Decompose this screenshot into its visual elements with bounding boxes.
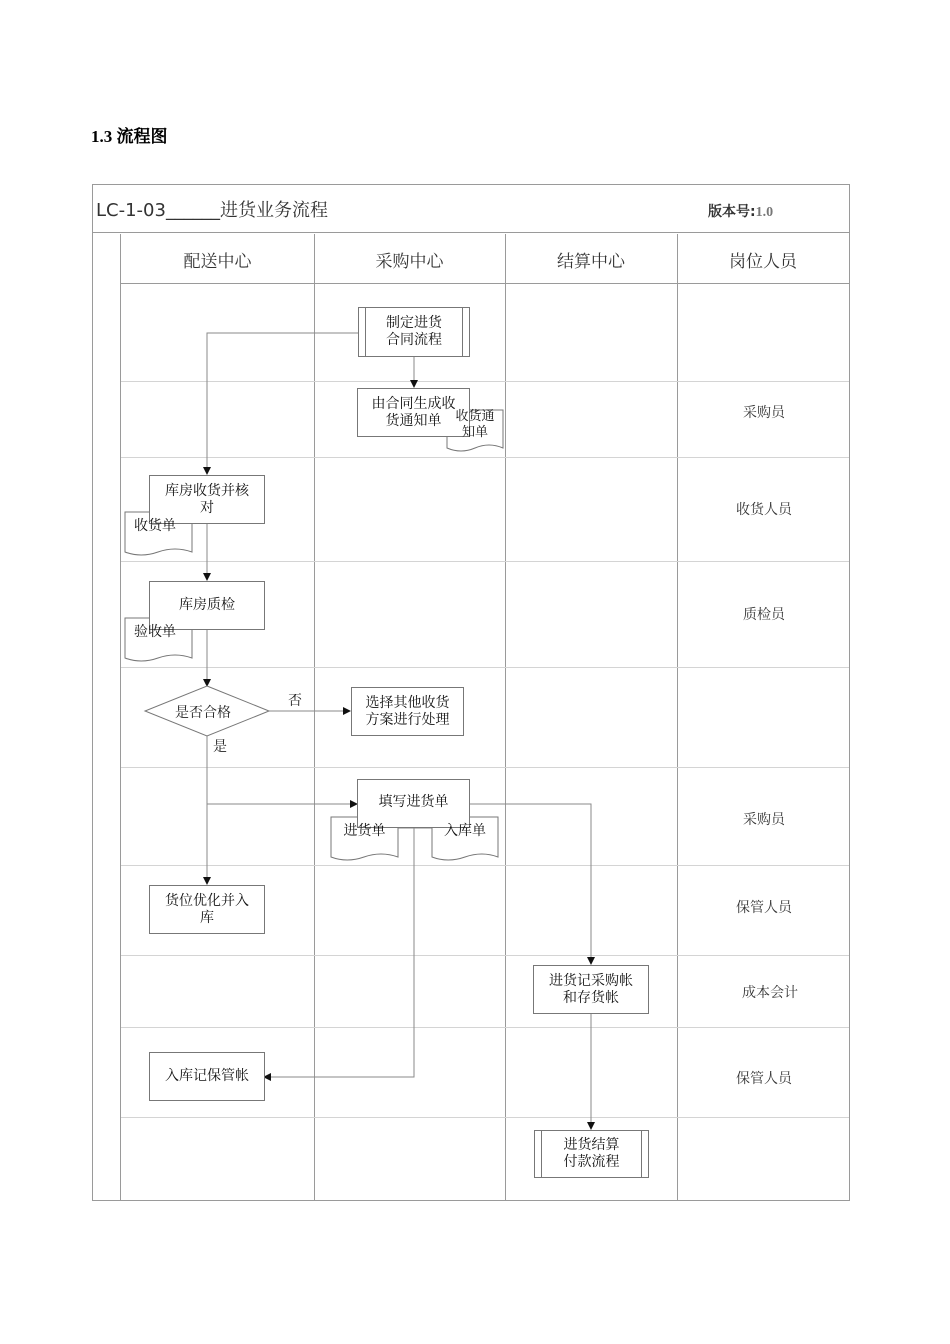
edge-decision-yes-to-order bbox=[207, 736, 357, 804]
node-quality-check: 库房质检 bbox=[149, 581, 265, 630]
doc-receipt-notice bbox=[447, 403, 503, 443]
node-slot-optimize: 货位优化并入 库 bbox=[149, 885, 265, 934]
flowchart-title: LC-1-03______进货业务流程 bbox=[96, 200, 328, 221]
doc-inspection-slip-text: 验收单 bbox=[134, 624, 176, 640]
doc-purchase-slip-text: 进货单 bbox=[343, 823, 386, 839]
node-other-plan: 选择其他收货 方案进行处理 bbox=[351, 687, 464, 736]
node-record-accounts: 进货记采购帐 和存货帐 bbox=[533, 965, 649, 1014]
version-value: 1.0 bbox=[755, 205, 774, 220]
doc-purchase-slip bbox=[331, 817, 398, 857]
doc-receipt-slip-text: 收货单 bbox=[134, 518, 176, 534]
node-decision-label: 是否合格 bbox=[175, 705, 231, 721]
doc-receipt-notice-text: 收货通 知单 bbox=[455, 409, 495, 440]
edge-order-to-storage bbox=[264, 828, 414, 1077]
node-generate-notice: 由合同生成收 货通知单 bbox=[357, 388, 470, 437]
role-cost-accountant: 成本会计 bbox=[742, 985, 798, 1001]
role-inspector: 质检员 bbox=[743, 607, 785, 623]
node-record-storage: 入库记保管帐 bbox=[149, 1052, 265, 1101]
doc-warehouse-slip-text: 入库单 bbox=[444, 823, 486, 839]
version-label: 版本号: bbox=[708, 204, 756, 220]
node-contract-process: 制定进货 合同流程 bbox=[358, 307, 470, 357]
section-heading: 1.3 流程图 bbox=[91, 127, 168, 146]
lane-header-purchasing-center: 采购中心 bbox=[375, 251, 444, 272]
doc-warehouse-slip bbox=[432, 817, 498, 857]
role-receiver: 收货人员 bbox=[736, 502, 792, 518]
edge-label-no: 否 bbox=[288, 693, 302, 709]
node-fill-purchase-order: 填写进货单 bbox=[357, 779, 470, 828]
lane-header-staff: 岗位人员 bbox=[729, 251, 797, 272]
role-buyer-1: 采购员 bbox=[743, 405, 785, 421]
doc-inspection-slip bbox=[125, 618, 192, 658]
edge-contract-to-receive bbox=[207, 333, 358, 474]
node-settlement-process: 进货结算 付款流程 bbox=[534, 1130, 649, 1178]
lane-header-settlement-center: 结算中心 bbox=[557, 251, 625, 272]
doc-receipt-slip bbox=[125, 512, 192, 552]
role-keeper-1: 保管人员 bbox=[736, 900, 792, 916]
node-receive-check: 库房收货并核 对 bbox=[149, 475, 265, 524]
role-keeper-2: 保管人员 bbox=[736, 1071, 792, 1087]
lane-header-distribution-center: 配送中心 bbox=[183, 251, 252, 272]
edge-label-yes: 是 bbox=[213, 739, 227, 755]
role-buyer-2: 采购员 bbox=[743, 812, 785, 828]
